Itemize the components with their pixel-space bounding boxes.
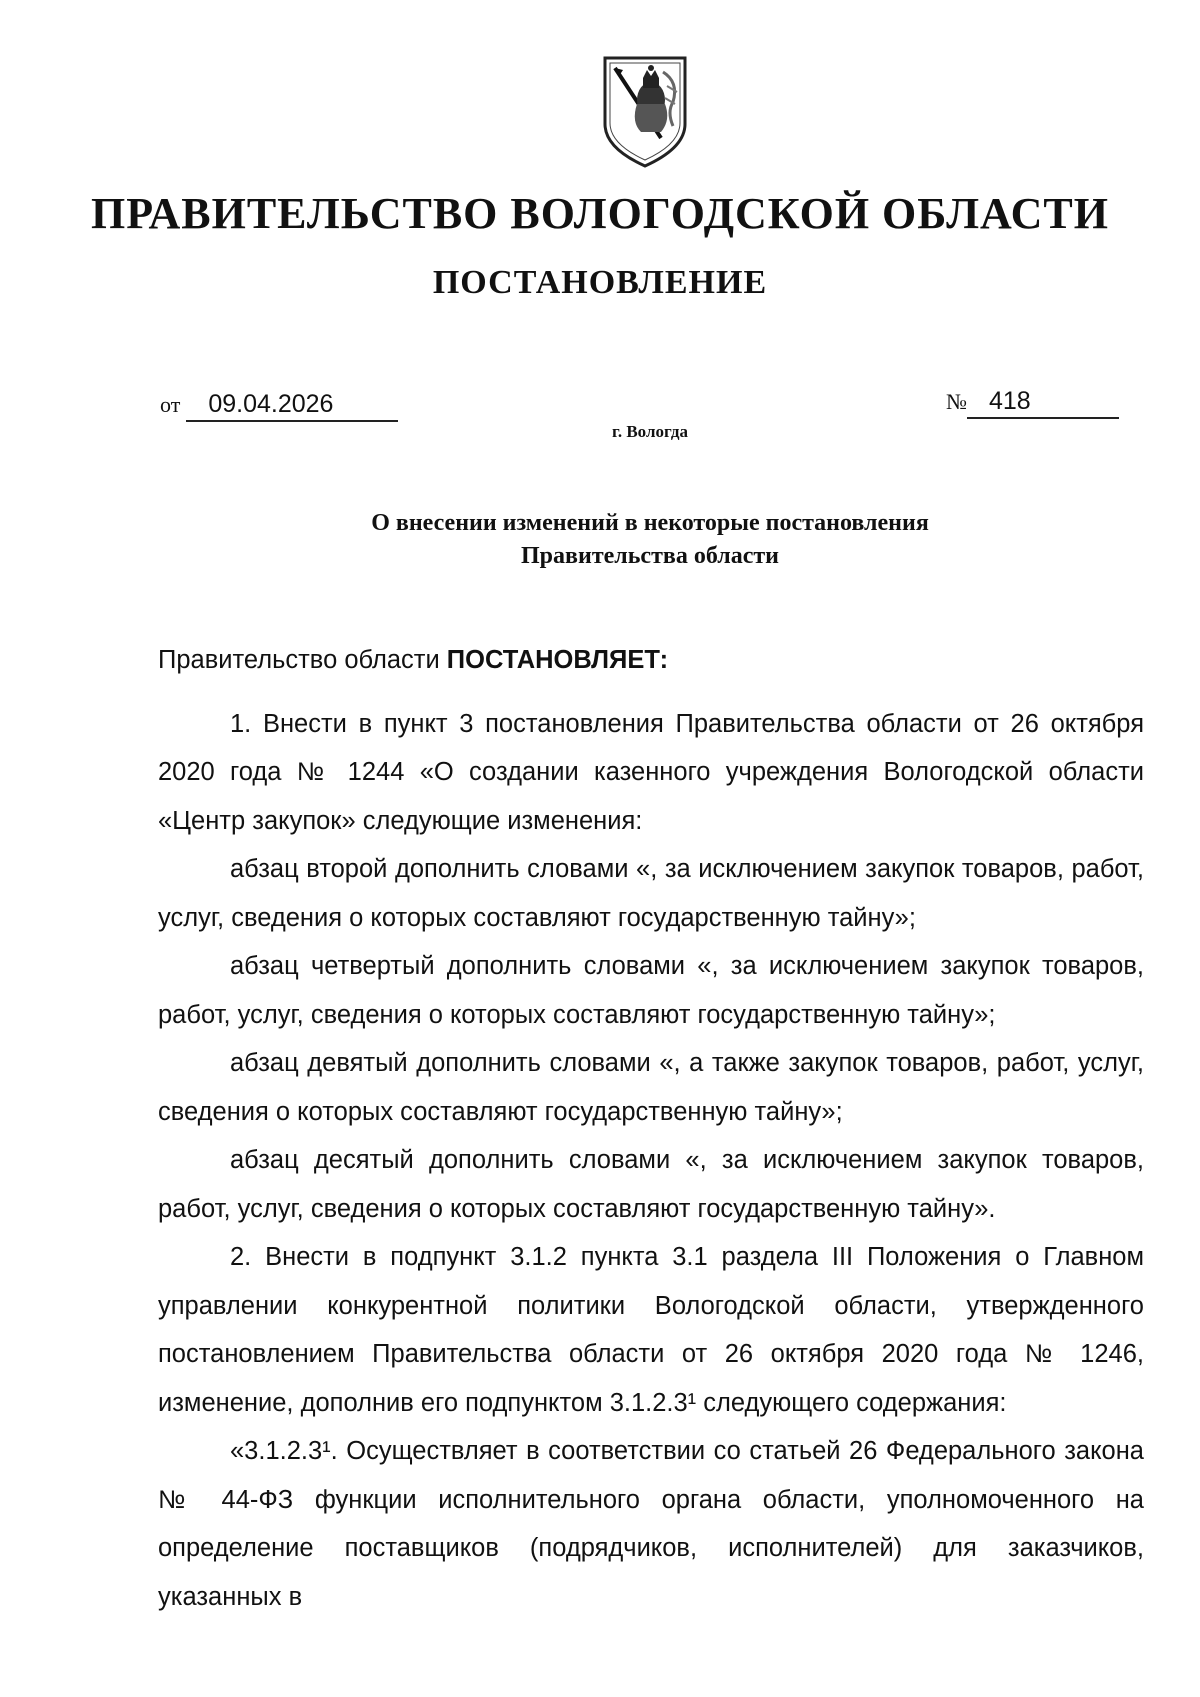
number-prefix: № [946, 389, 967, 414]
lead-text: Правительство области [158, 646, 447, 674]
document-subject [0, 507, 1200, 573]
date-prefix: от [160, 392, 181, 417]
document-body [158, 636, 1144, 1621]
paragraph: 2. Внести в подпункт 3.1.2 пункта 3.1 раздела III Положения о Главном управлении конкурентной политики Вологодской области, утвержденного постановлением Правительства области от 26 октября 2020 года № 1246, изменение, дополнив его подпунктом 3.1.2.3¹ следующего содержания: [158, 1243, 1144, 1417]
document-type: ПОСТАНОВЛЕНИЕ [432, 264, 768, 301]
paragraph: абзац десятый дополнить словами «, за исключением закупок товаров, работ, услуг, сведения о которых составляют государственную тайну». [158, 1146, 1144, 1223]
coat-of-arms-icon [601, 52, 689, 170]
number-field [946, 387, 1119, 419]
city-label: г. Вологда [612, 422, 688, 441]
paragraph: абзац второй дополнить словами «, за исключением закупок товаров, работ, услуг, сведения о которых составляют государственную тайну»; [158, 855, 1144, 932]
lead-bold: ПОСТАНОВЛЯЕТ: [446, 646, 669, 674]
paragraph: «3.1.2.3¹. Осуществляет в соответствии со статьей 26 Федерального закона № 44-ФЗ функции исполнительного органа области, уполномоченного на определение поставщиков (подрядчиков, исполнителей) для заказчиков, указанных в [158, 1437, 1144, 1611]
lead-paragraph [158, 636, 1144, 685]
date-value: 09.04.2026 [186, 390, 398, 422]
paragraph: абзац девятый дополнить словами «, а также закупок товаров, работ, услуг, сведения о которых составляют государственную тайну»; [158, 1049, 1144, 1126]
subject-line-1: О внесении изменений в некоторые постановления [371, 510, 929, 536]
date-field [160, 390, 398, 422]
organization-title: ПРАВИТЕЛЬСТВО ВОЛОГОДСКОЙ ОБЛАСТИ [91, 189, 1109, 238]
subject-line-2: Правительства области [521, 543, 779, 569]
number-value: 418 [967, 387, 1119, 419]
paragraph: 1. Внести в пункт 3 постановления Правительства области от 26 октября 2020 года № 1244 «О создании казенного учреждения Вологодской области «Центр закупок» следующие изменения: [158, 709, 1144, 835]
paragraph: абзац четвертый дополнить словами «, за исключением закупок товаров, работ, услуг, сведения о которых составляют государственную тайну»; [158, 952, 1144, 1029]
